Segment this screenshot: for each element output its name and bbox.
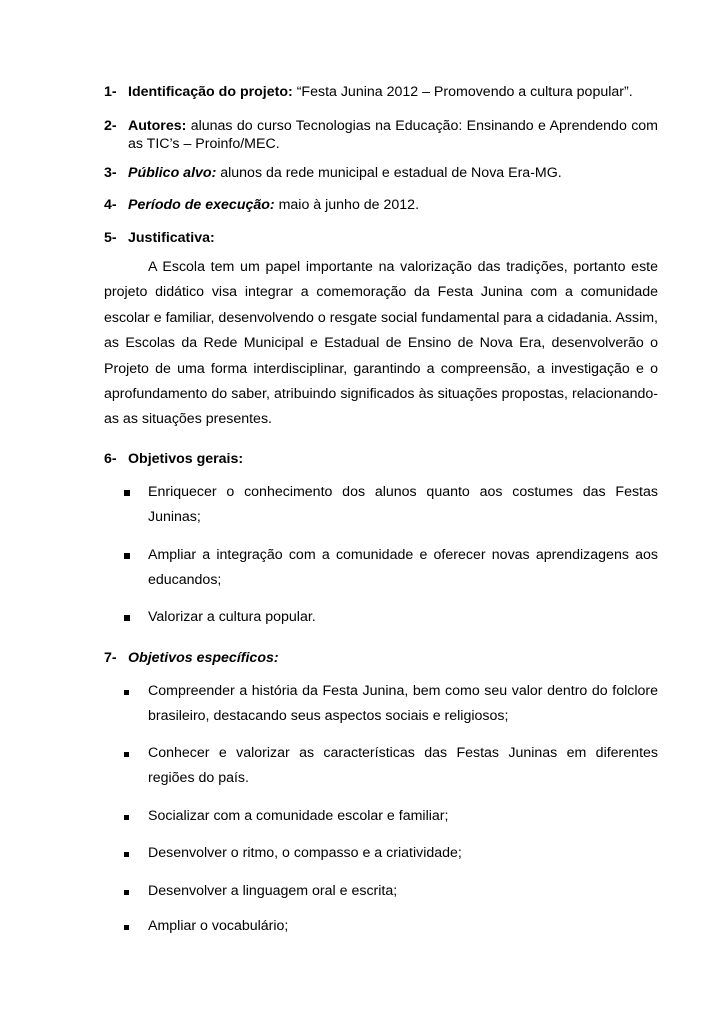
list-item-text: Desenvolver a linguagem oral e escrita;	[148, 883, 398, 899]
section-label: Identificação do projeto:	[128, 84, 293, 100]
justificativa-paragraph: A Escola tem um papel importante na valorização das tradições, portanto este projeto didático visa integrar a comemoração da Festa Junina com a comunidade escolar e familiar, desenvolvendo o resgate social fundamental para a cidadania. Assim, as Escolas da Rede Municipal e Estadual de Ensino de Nova Era, desenvolverão o Projeto de uma forma interdisciplinar, garantindo a compreensão, a investigação e o aprofundamento do saber, atribuindo significados às situações propostas, relacionando-as as situações presentes.	[104, 259, 658, 428]
section-number: 2-	[104, 118, 117, 134]
section-identificacao	[104, 83, 658, 101]
section-label: Justificativa:	[128, 230, 215, 246]
bullet-square-icon	[124, 752, 129, 757]
section-label: Objetivos gerais:	[128, 451, 244, 467]
list-item	[124, 741, 658, 792]
list-item-text: Desenvolver o ritmo, o compasso e a criatividade;	[148, 845, 462, 861]
list-item	[124, 679, 658, 730]
section-number: 5-	[104, 230, 117, 246]
bullet-square-icon	[124, 553, 130, 559]
section-text: alunos da rede municipal e estadual de Nova Era-MG.	[216, 165, 562, 181]
bullet-square-icon	[124, 490, 130, 496]
list-item	[124, 841, 658, 866]
section-label: Período de execução:	[128, 197, 275, 213]
section-number: 7-	[104, 650, 117, 666]
list-item	[124, 914, 658, 939]
section-periodo	[104, 196, 658, 214]
bullet-square-icon	[124, 852, 129, 857]
list-item	[124, 804, 658, 829]
section-label: Público alvo:	[128, 165, 217, 181]
section-text: “Festa Junina 2012 – Promovendo a cultura popular”.	[292, 84, 633, 100]
list-item-text: Ampliar a integração com a comunidade e oferecer novas aprendizagens aos educandos;	[148, 547, 658, 589]
list-item-text: Enriquecer o conhecimento dos alunos quanto aos costumes das Festas Juninas;	[148, 484, 658, 526]
list-item-text: Conhecer e valorizar as características das Festas Juninas em diferentes regiões do país.	[148, 745, 658, 787]
bullet-square-icon	[124, 925, 129, 930]
section-justificativa	[104, 229, 658, 247]
bullet-square-icon	[124, 615, 130, 621]
section-number: 6-	[104, 451, 117, 467]
list-item-text: Socializar com a comunidade escolar e familiar;	[148, 808, 449, 824]
section-autores	[104, 117, 658, 153]
section-text: maio à junho de 2012.	[274, 197, 420, 213]
bullet-square-icon	[124, 690, 129, 695]
list-item	[124, 543, 658, 594]
list-item	[124, 605, 658, 630]
bullet-square-icon	[124, 890, 129, 895]
list-item-text: Valorizar a cultura popular.	[148, 609, 316, 625]
section-label: Autores:	[128, 118, 187, 134]
section-publico-alvo	[104, 164, 658, 182]
section-text: alunas do curso Tecnologias na Educação: Ensinando e Aprendendo com as TIC’s – Proinfo/MEC.	[128, 118, 658, 152]
section-number: 3-	[104, 165, 117, 181]
section-number: 1-	[104, 84, 117, 100]
list-item-text: Ampliar o vocabulário;	[148, 918, 289, 934]
section-label: Objetivos específicos:	[128, 650, 279, 666]
list-item	[124, 879, 658, 904]
section-objetivos-especificos	[104, 649, 658, 667]
section-number: 4-	[104, 197, 117, 213]
bullet-square-icon	[124, 815, 129, 820]
list-item	[124, 480, 658, 531]
list-item-text: Compreender a história da Festa Junina, bem como seu valor dentro do folclore brasileiro, destacando seus aspectos sociais e religiosos;	[148, 683, 658, 725]
section-objetivos-gerais	[104, 450, 658, 468]
